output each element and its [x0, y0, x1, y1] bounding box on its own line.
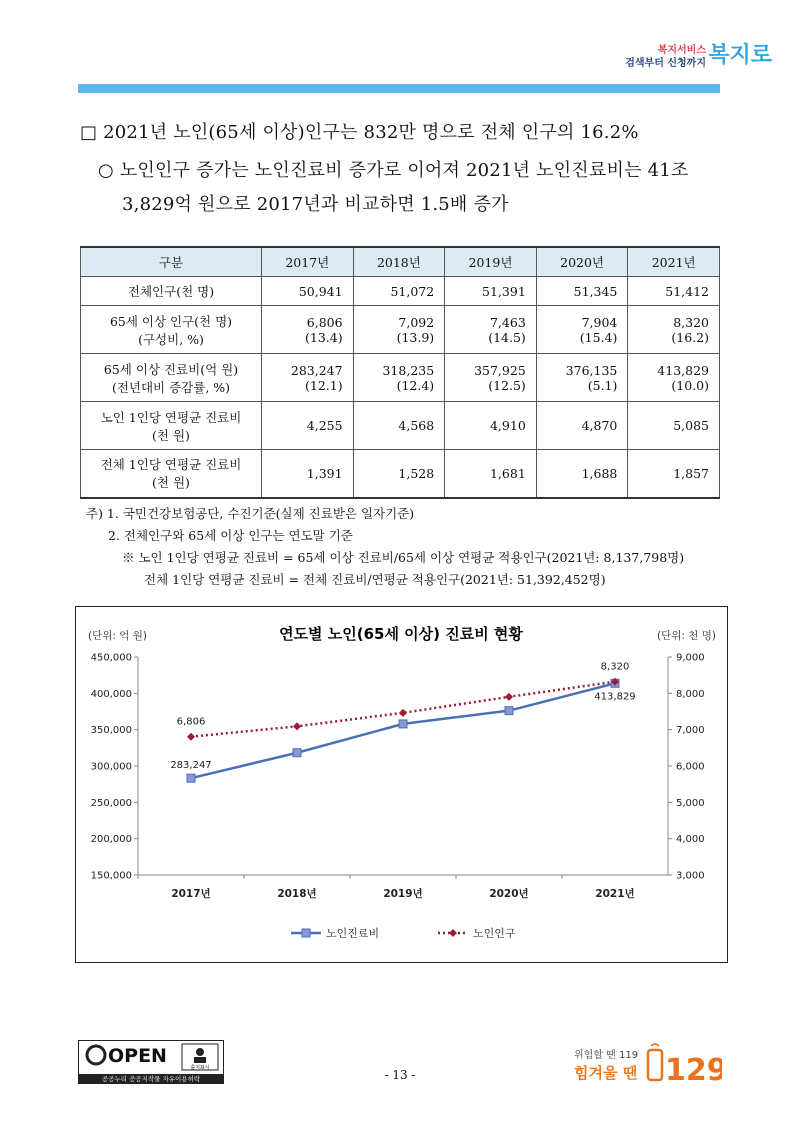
data-point-medical-cost	[505, 707, 513, 715]
chart-container	[75, 606, 728, 963]
row-label-line: (천 원)	[152, 427, 190, 443]
x-tick-label: 2020년	[489, 888, 529, 900]
cell-value: (14.5)	[488, 329, 526, 345]
data-point-medical-cost	[187, 774, 195, 782]
cell-value: 283,247	[290, 362, 343, 378]
hotline-129-logo	[572, 1040, 722, 1086]
right-tick-label: 3,000	[676, 870, 705, 882]
paragraph-3: 3,829억 원으로 2017년과 비교하면 1.5배 증가	[122, 194, 509, 215]
cell-value: 4,870	[581, 418, 618, 433]
right-tick-label: 4,000	[676, 834, 705, 846]
x-tick-label: 2017년	[171, 888, 211, 900]
cell-value: 357,925	[474, 362, 526, 378]
data-label-elderly-population: 8,320	[600, 661, 630, 673]
right-tick-label: 6,000	[676, 761, 705, 773]
left-tick-label: 200,000	[90, 834, 132, 846]
table-cell	[628, 277, 720, 306]
note-4: 전체 1인당 연평균 진료비 = 전체 진료비/연평균 적용인구(2021년: 51,392,452명)	[144, 572, 606, 587]
right-tick-label: 5,000	[676, 797, 705, 809]
cell-value: 1,681	[489, 465, 526, 481]
row-label	[81, 450, 262, 498]
table-cell	[445, 402, 537, 450]
left-tick-label: 350,000	[90, 725, 132, 737]
chart-title: 연도별 노인(65세 이상) 진료비 현황	[279, 625, 523, 643]
table-cell	[353, 450, 445, 498]
table-cell	[353, 354, 445, 402]
table-cell	[262, 277, 354, 306]
line-chart	[76, 607, 727, 962]
data-point-medical-cost	[293, 749, 301, 757]
table-cell	[353, 306, 445, 354]
data-point-medical-cost	[399, 720, 407, 728]
table-row	[81, 402, 720, 450]
cell-value: 7,463	[489, 314, 526, 330]
left-tick-label: 300,000	[90, 761, 132, 773]
row-label-line: 65세 이상 인구(천 명)	[109, 313, 233, 329]
left-tick-label: 400,000	[90, 688, 132, 700]
right-axis-unit: (단위: 천 명)	[657, 630, 716, 642]
row-label	[81, 277, 262, 306]
left-tick-label: 450,000	[90, 652, 132, 664]
cell-value: 1,528	[398, 465, 435, 481]
brand-logo: 복지로	[708, 43, 772, 68]
open-text: OPEN	[108, 1045, 167, 1067]
cell-value: (12.4)	[396, 377, 435, 393]
cell-value: 51,072	[390, 283, 435, 299]
data-point-elderly-population	[187, 733, 195, 741]
open-caption: 공공누리 공공저작물 자유이용허락	[101, 1075, 201, 1083]
x-tick-label: 2018년	[277, 888, 317, 900]
cell-value: 6,806	[306, 314, 343, 330]
data-label-medical-cost: 283,247	[170, 760, 212, 772]
person-icon	[196, 1048, 204, 1056]
series-line-medical-cost	[191, 683, 615, 778]
table-header-cell: 2017년	[262, 247, 354, 277]
signal-icon	[651, 1044, 659, 1046]
right-tick-label: 9,000	[676, 652, 705, 664]
table-row	[81, 450, 720, 498]
header-logo-line1: 복지서비스	[657, 45, 706, 56]
table-header-cell: 2018년	[353, 247, 445, 277]
table-notes	[86, 503, 684, 591]
cell-value: 5,085	[673, 418, 709, 433]
legend-marker-medical-cost	[302, 929, 310, 937]
cell-value: 51,345	[573, 283, 618, 299]
cell-value: 318,235	[382, 362, 435, 378]
data-point-elderly-population	[399, 709, 407, 717]
cell-value: 1,857	[673, 465, 709, 481]
table-cell	[628, 450, 720, 498]
row-label-line: (구성비, %)	[138, 331, 204, 347]
row-label-line: 65세 이상 진료비(억 원)	[103, 361, 239, 377]
header-logo-text	[625, 44, 706, 70]
table-header-cell: 2020년	[536, 247, 628, 277]
table-cell	[628, 354, 720, 402]
table-cell	[445, 450, 537, 498]
row-label-line: 전체 1인당 연평균 진료비	[100, 457, 242, 473]
header-divider	[78, 84, 720, 93]
table-cell	[536, 402, 628, 450]
header-logo-line2: 검색부터 신청까지	[625, 58, 706, 69]
table-cell	[536, 450, 628, 498]
hotline-small-text: 위험할 땐 119	[574, 1050, 639, 1061]
cell-value: (10.0)	[671, 377, 709, 393]
table-cell	[445, 306, 537, 354]
cell-value: 8,320	[673, 314, 709, 330]
cell-value: (5.1)	[587, 377, 618, 393]
table-header-cell: 구분	[81, 247, 262, 277]
cell-value: 376,135	[565, 362, 618, 378]
left-tick-label: 250,000	[90, 797, 132, 809]
left-axis-unit: (단위: 억 원)	[88, 630, 147, 642]
cell-value: 4,255	[306, 418, 343, 433]
table-cell	[445, 277, 537, 306]
note-2: 2. 전체인구와 65세 이상 인구는 연도말 기준	[108, 528, 353, 543]
statistics-table	[80, 246, 720, 499]
paragraph-2: ○ 노인인구 증가는 노인진료비 증가로 이어져 2021년 노인진료비는 41조	[98, 160, 689, 181]
right-tick-label: 8,000	[676, 688, 705, 700]
left-tick-label: 150,000	[90, 870, 132, 882]
row-label-line: (전년대비 증감률, %)	[111, 379, 231, 395]
data-label-elderly-population: 6,806	[176, 716, 206, 728]
table-header-row	[81, 247, 720, 277]
row-label	[81, 402, 262, 450]
table-cell	[628, 402, 720, 450]
cell-value: 50,941	[298, 283, 343, 299]
hotline-number: 129	[665, 1053, 722, 1086]
cell-value: (13.9)	[396, 329, 435, 345]
table-cell	[353, 277, 445, 306]
cell-value: 51,412	[665, 283, 709, 299]
cell-value: 51,391	[482, 283, 526, 299]
table-cell	[628, 306, 720, 354]
cell-value: 413,829	[657, 362, 709, 378]
cell-value: 7,904	[581, 314, 618, 330]
cell-value: 4,910	[489, 418, 526, 433]
table-cell	[262, 450, 354, 498]
cell-value: 1,688	[581, 465, 618, 481]
cell-value: (12.5)	[488, 377, 526, 393]
cell-value: 7,092	[398, 314, 435, 330]
legend-label-medical-cost: 노인진료비	[326, 927, 380, 940]
cell-value: 4,568	[398, 418, 435, 433]
note-1: 주) 1. 국민건강보험공단, 수진기준(실제 진료받은 일자기준)	[86, 506, 415, 521]
table-cell	[536, 306, 628, 354]
hotline-big-text: 힘겨울 땐	[574, 1064, 638, 1082]
table-header-cell: 2019년	[445, 247, 537, 277]
cell-value: (15.4)	[579, 329, 618, 345]
table-header-cell: 2021년	[628, 247, 720, 277]
row-label-line: 노인 1인당 연평균 진료비	[100, 409, 242, 425]
row-label-line: 전체인구(천 명)	[127, 284, 215, 299]
person-icon-body	[194, 1057, 206, 1063]
note-3: ※ 노인 1인당 연평균 진료비 = 65세 이상 진료비/65세 이상 연평균 적용인구(2021년: 8,137,798명)	[122, 550, 685, 565]
legend-marker-elderly-population	[449, 929, 457, 937]
row-label	[81, 306, 262, 354]
data-point-elderly-population	[505, 693, 513, 701]
table-cell	[262, 306, 354, 354]
cell-value: (13.4)	[305, 329, 343, 345]
table-cell	[536, 277, 628, 306]
table-row	[81, 354, 720, 402]
legend-label-elderly-population: 노인인구	[473, 927, 516, 940]
table-cell	[353, 402, 445, 450]
table-cell	[445, 354, 537, 402]
paragraph-1: □ 2021년 노인(65세 이상)인구는 832만 명으로 전체 인구의 16.2%	[80, 122, 639, 143]
table-row	[81, 306, 720, 354]
x-tick-label: 2019년	[383, 888, 423, 900]
cell-value: (16.2)	[671, 329, 709, 345]
page-number: - 13 -	[384, 1068, 416, 1082]
data-point-elderly-population	[293, 722, 301, 730]
data-label-medical-cost: 413,829	[594, 691, 636, 703]
table-cell	[262, 354, 354, 402]
row-label	[81, 354, 262, 402]
right-tick-label: 7,000	[676, 725, 705, 737]
cell-value: (12.1)	[305, 377, 343, 393]
phone-icon	[648, 1050, 662, 1080]
table-row	[81, 277, 720, 306]
attribution-caption: 출처표시	[190, 1065, 210, 1071]
table-cell	[536, 354, 628, 402]
table-cell	[262, 402, 354, 450]
cell-value: 1,391	[306, 465, 343, 481]
row-label-line: (천 원)	[152, 475, 190, 491]
x-tick-label: 2021년	[595, 888, 635, 900]
